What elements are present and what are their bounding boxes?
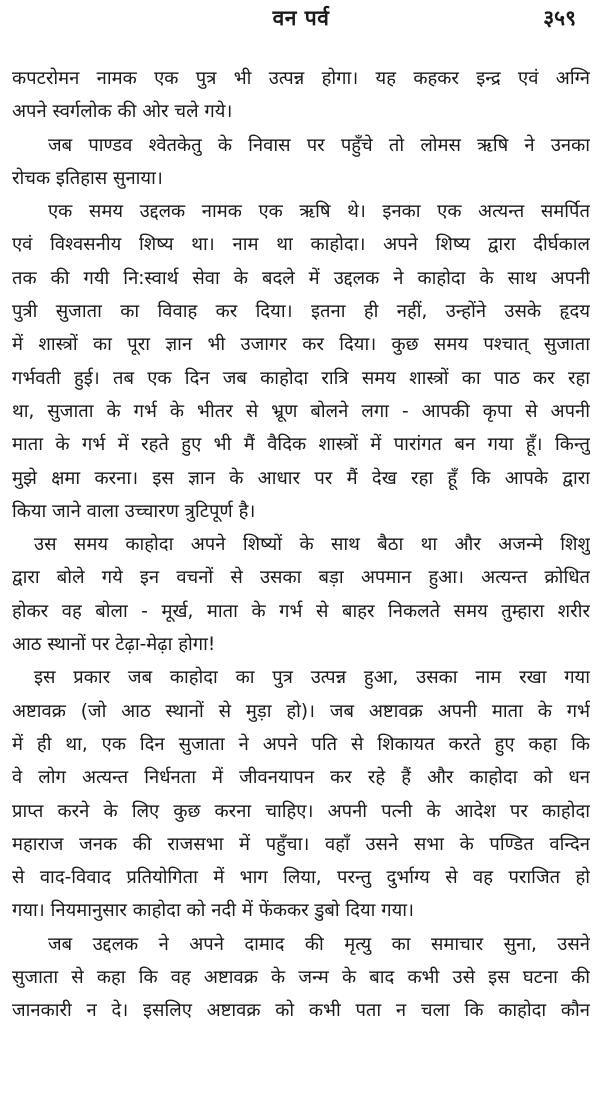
text-line: इस प्रकार जब काहोदा का पुत्र उत्पन्न हुआ, उसका नाम रखा गया	[34, 667, 590, 689]
text-line: में ही था, एक दिन सुजाता ने अपने पति से शिकायत करते हुए कहा कि	[12, 733, 590, 755]
text-line: महाराज जनक की राजसभा में पहुँचा। वहाँ उसने सभा के पण्डित वन्दिन	[12, 833, 590, 855]
text-line: आठ स्थानों पर टेढ़ा-मेढ़ा होगा!	[12, 634, 216, 656]
text-line: उस समय काहोदा अपने शिष्यों के साथ बैठा था और अजन्मे शिशु	[34, 534, 590, 556]
text-line: होकर वह बोला - मूर्ख, माता के गर्भ से बाहर निकलते समय तुम्हारा शरीर	[12, 600, 590, 622]
text-line: सुजाता से कहा कि वह अष्टावक्र के जन्म के बाद कभी उसे इस घटना की	[12, 967, 590, 989]
text-line: गर्भवती हुई। तब एक दिन जब काहोदा रात्रि समय शास्त्रों का पाठ कर रहा	[12, 367, 590, 389]
text-line: जानकारी न दे। इसलिए अष्टावक्र को कभी पता न चला कि काहोदा कौन	[12, 1000, 590, 1022]
text-line: एवं विश्वसनीय शिष्य था। नाम था काहोदा। अपने शिष्य द्वारा दीर्घकाल	[12, 234, 590, 256]
text-line: था, सुजाता के गर्भ के भीतर से भ्रूण बोलने लगा - आपकी कृपा से अपनी	[12, 400, 590, 422]
text-line: तक की गयी नि:स्वार्थ सेवा के बदले में उद्दलक ने काहोदा के साथ अपनी	[12, 267, 590, 289]
text-line: मुझे क्षमा करना। इस ज्ञान के आधार पर मैं देख रहा हूँ कि आपके द्वारा	[12, 467, 590, 489]
text-line: जब उद्दलक ने अपने दामाद की मृत्यु का समाचार सुना, उसने	[48, 933, 590, 955]
text-line: अष्टावक्र (जो आठ स्थानों से मुड़ा हो)। जब अष्टावक्र अपनी माता के गर्भ	[12, 700, 590, 722]
text-line: पुत्री सुजाता का विवाह कर दिया। इतना ही नहीं, उन्होंने उसके हृदय	[12, 301, 590, 323]
text-line: से वाद-विवाद प्रतियोगिता में भाग लिया, परन्तु दुर्भाग्य से वह पराजित हो	[12, 867, 590, 889]
text-line: अपने स्वर्गलोक की ओर चले गये।	[12, 101, 233, 123]
body-text	[12, 62, 590, 1028]
text-line: द्वारा बोले गये इन वचनों से उसका बड़ा अपमान हुआ। अत्यन्त क्रोधित	[12, 567, 590, 589]
text-line: प्राप्त करने के लिए कुछ करना चाहिए। अपनी पत्नी के आदेश पर काहोदा	[12, 800, 590, 822]
text-line: वे लोग अत्यन्त निर्धनता में जीवनयापन कर रहे हैं और काहोदा को धन	[12, 767, 590, 789]
page-number: ३५९	[543, 6, 576, 30]
text-line: गया। नियमानुसार काहोदा को नदी में फेंककर डुबो दिया गया।	[12, 900, 415, 922]
text-line: किया जाने वाला उच्चारण त्रुटिपूर्ण है।	[12, 500, 256, 522]
page-header	[12, 0, 590, 40]
text-line: कपटरोमन नामक एक पुत्र भी उत्पन्न होगा। यह कहकर इन्द्र एवं अग्नि	[12, 68, 590, 89]
chapter-title: वन पर्व	[272, 6, 330, 30]
text-line: माता के गर्भ में रहते हुए भी मैं वैदिक शास्त्रों में पारांगत बन गया हूँ। किन्तु	[12, 434, 590, 456]
text-line: में शास्त्रों का पूरा ज्ञान भी उजागर कर दिया। कुछ समय पश्चात् सुजाता	[12, 334, 590, 356]
text-line: एक समय उद्दलक नामक एक ऋषि थे। इनका एक अत्यन्त समर्पित	[48, 201, 590, 223]
text-line: जब पाण्डव श्वेतकेतु के निवास पर पहुँचे तो लोमस ऋषि ने उनका	[48, 134, 590, 156]
text-line: रोचक इतिहास सुनाया।	[12, 167, 163, 189]
